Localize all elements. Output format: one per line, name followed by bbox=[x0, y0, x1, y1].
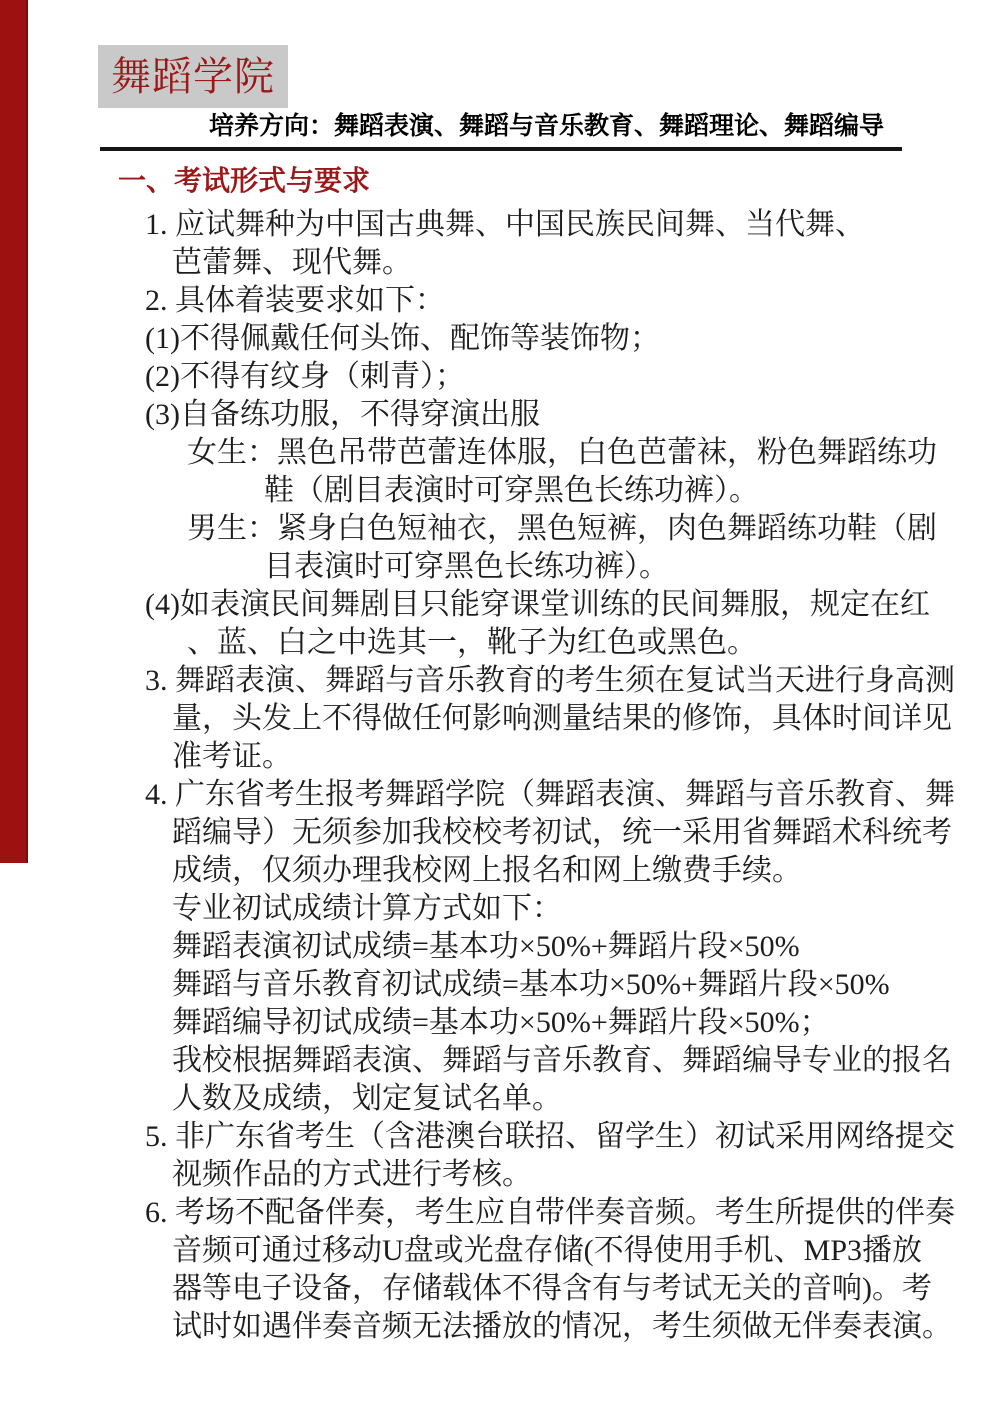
body-line: 器等电子设备，存储载体不得含有与考试无关的音响)。考 bbox=[172, 1272, 932, 1305]
body-line: 成绩，仅须办理我校网上报名和网上缴费手续。 bbox=[172, 854, 802, 887]
body-line: 1. 应试舞种为中国古典舞、中国民族民间舞、当代舞、 bbox=[145, 208, 865, 241]
body-line: 我校根据舞蹈表演、舞蹈与音乐教育、舞蹈编导专业的报名 bbox=[172, 1044, 952, 1077]
body-line: 视频作品的方式进行考核。 bbox=[172, 1158, 532, 1191]
body-line: (4)如表演民间舞剧目只能穿课堂训练的民间舞服，规定在红 bbox=[145, 588, 930, 621]
title-box bbox=[98, 45, 288, 108]
body-line: 蹈编导）无须参加我校校考初试，统一采用省舞蹈术科统考 bbox=[172, 816, 952, 849]
body-line: (3)自备练功服，不得穿演出服 bbox=[145, 398, 540, 431]
body-line: 舞蹈编导初试成绩=基本功×50%+舞蹈片段×50%； bbox=[172, 1006, 830, 1039]
body-line: 2. 具体着装要求如下： bbox=[145, 284, 445, 317]
page-title: 舞蹈学院 bbox=[111, 53, 275, 99]
body-line: (2)不得有纹身（刺青）； bbox=[145, 360, 465, 393]
body-line: 男生：紧身白色短袖衣，黑色短裤，肉色舞蹈练功鞋（剧 bbox=[187, 512, 937, 545]
body-line: 目表演时可穿黑色长练功裤）。 bbox=[264, 550, 669, 583]
body-line: 4. 广东省考生报考舞蹈学院（舞蹈表演、舞蹈与音乐教育、舞 bbox=[145, 778, 955, 811]
body-line: 量，头发上不得做任何影响测量结果的修饰，具体时间详见 bbox=[172, 702, 952, 735]
body-line: 芭蕾舞、现代舞。 bbox=[172, 246, 412, 279]
body-line: 舞蹈表演初试成绩=基本功×50%+舞蹈片段×50% bbox=[172, 930, 800, 963]
body-line: 5. 非广东省考生（含港澳台联招、留学生）初试采用网络提交 bbox=[145, 1120, 955, 1153]
body-line: 3. 舞蹈表演、舞蹈与音乐教育的考生须在复试当天进行身高测 bbox=[145, 664, 955, 697]
section-heading: 一、考试形式与要求 bbox=[118, 166, 371, 197]
body-line: 女生：黑色吊带芭蕾连体服，白色芭蕾袜，粉色舞蹈练功 bbox=[187, 436, 937, 469]
body-line: 6. 考场不配备伴奏，考生应自带伴奏音频。考生所提供的伴奏 bbox=[145, 1196, 955, 1229]
body-line: 舞蹈与音乐教育初试成绩=基本功×50%+舞蹈片段×50% bbox=[172, 968, 890, 1001]
body-line: 专业初试成绩计算方式如下： bbox=[172, 892, 562, 925]
body-line: 鞋（剧目表演时可穿黑色长练功裤）。 bbox=[264, 474, 759, 507]
body-line: 准考证。 bbox=[172, 740, 292, 773]
body-line: (1)不得佩戴任何头饰、配饰等装饰物； bbox=[145, 322, 660, 355]
body-text bbox=[0, 206, 982, 1346]
header-divider bbox=[100, 147, 902, 151]
body-line: 、蓝、白之中选其一，靴子为红色或黑色。 bbox=[187, 626, 757, 659]
body-line: 音频可通过移动U盘或光盘存储(不得使用手机、MP3播放 bbox=[172, 1234, 923, 1267]
body-line: 人数及成绩，划定复试名单。 bbox=[172, 1082, 562, 1115]
training-directions: 培养方向：舞蹈表演、舞蹈与音乐教育、舞蹈理论、舞蹈编导 bbox=[208, 113, 884, 140]
body-line: 试时如遇伴奏音频无法播放的情况，考生须做无伴奏表演。 bbox=[172, 1310, 952, 1343]
